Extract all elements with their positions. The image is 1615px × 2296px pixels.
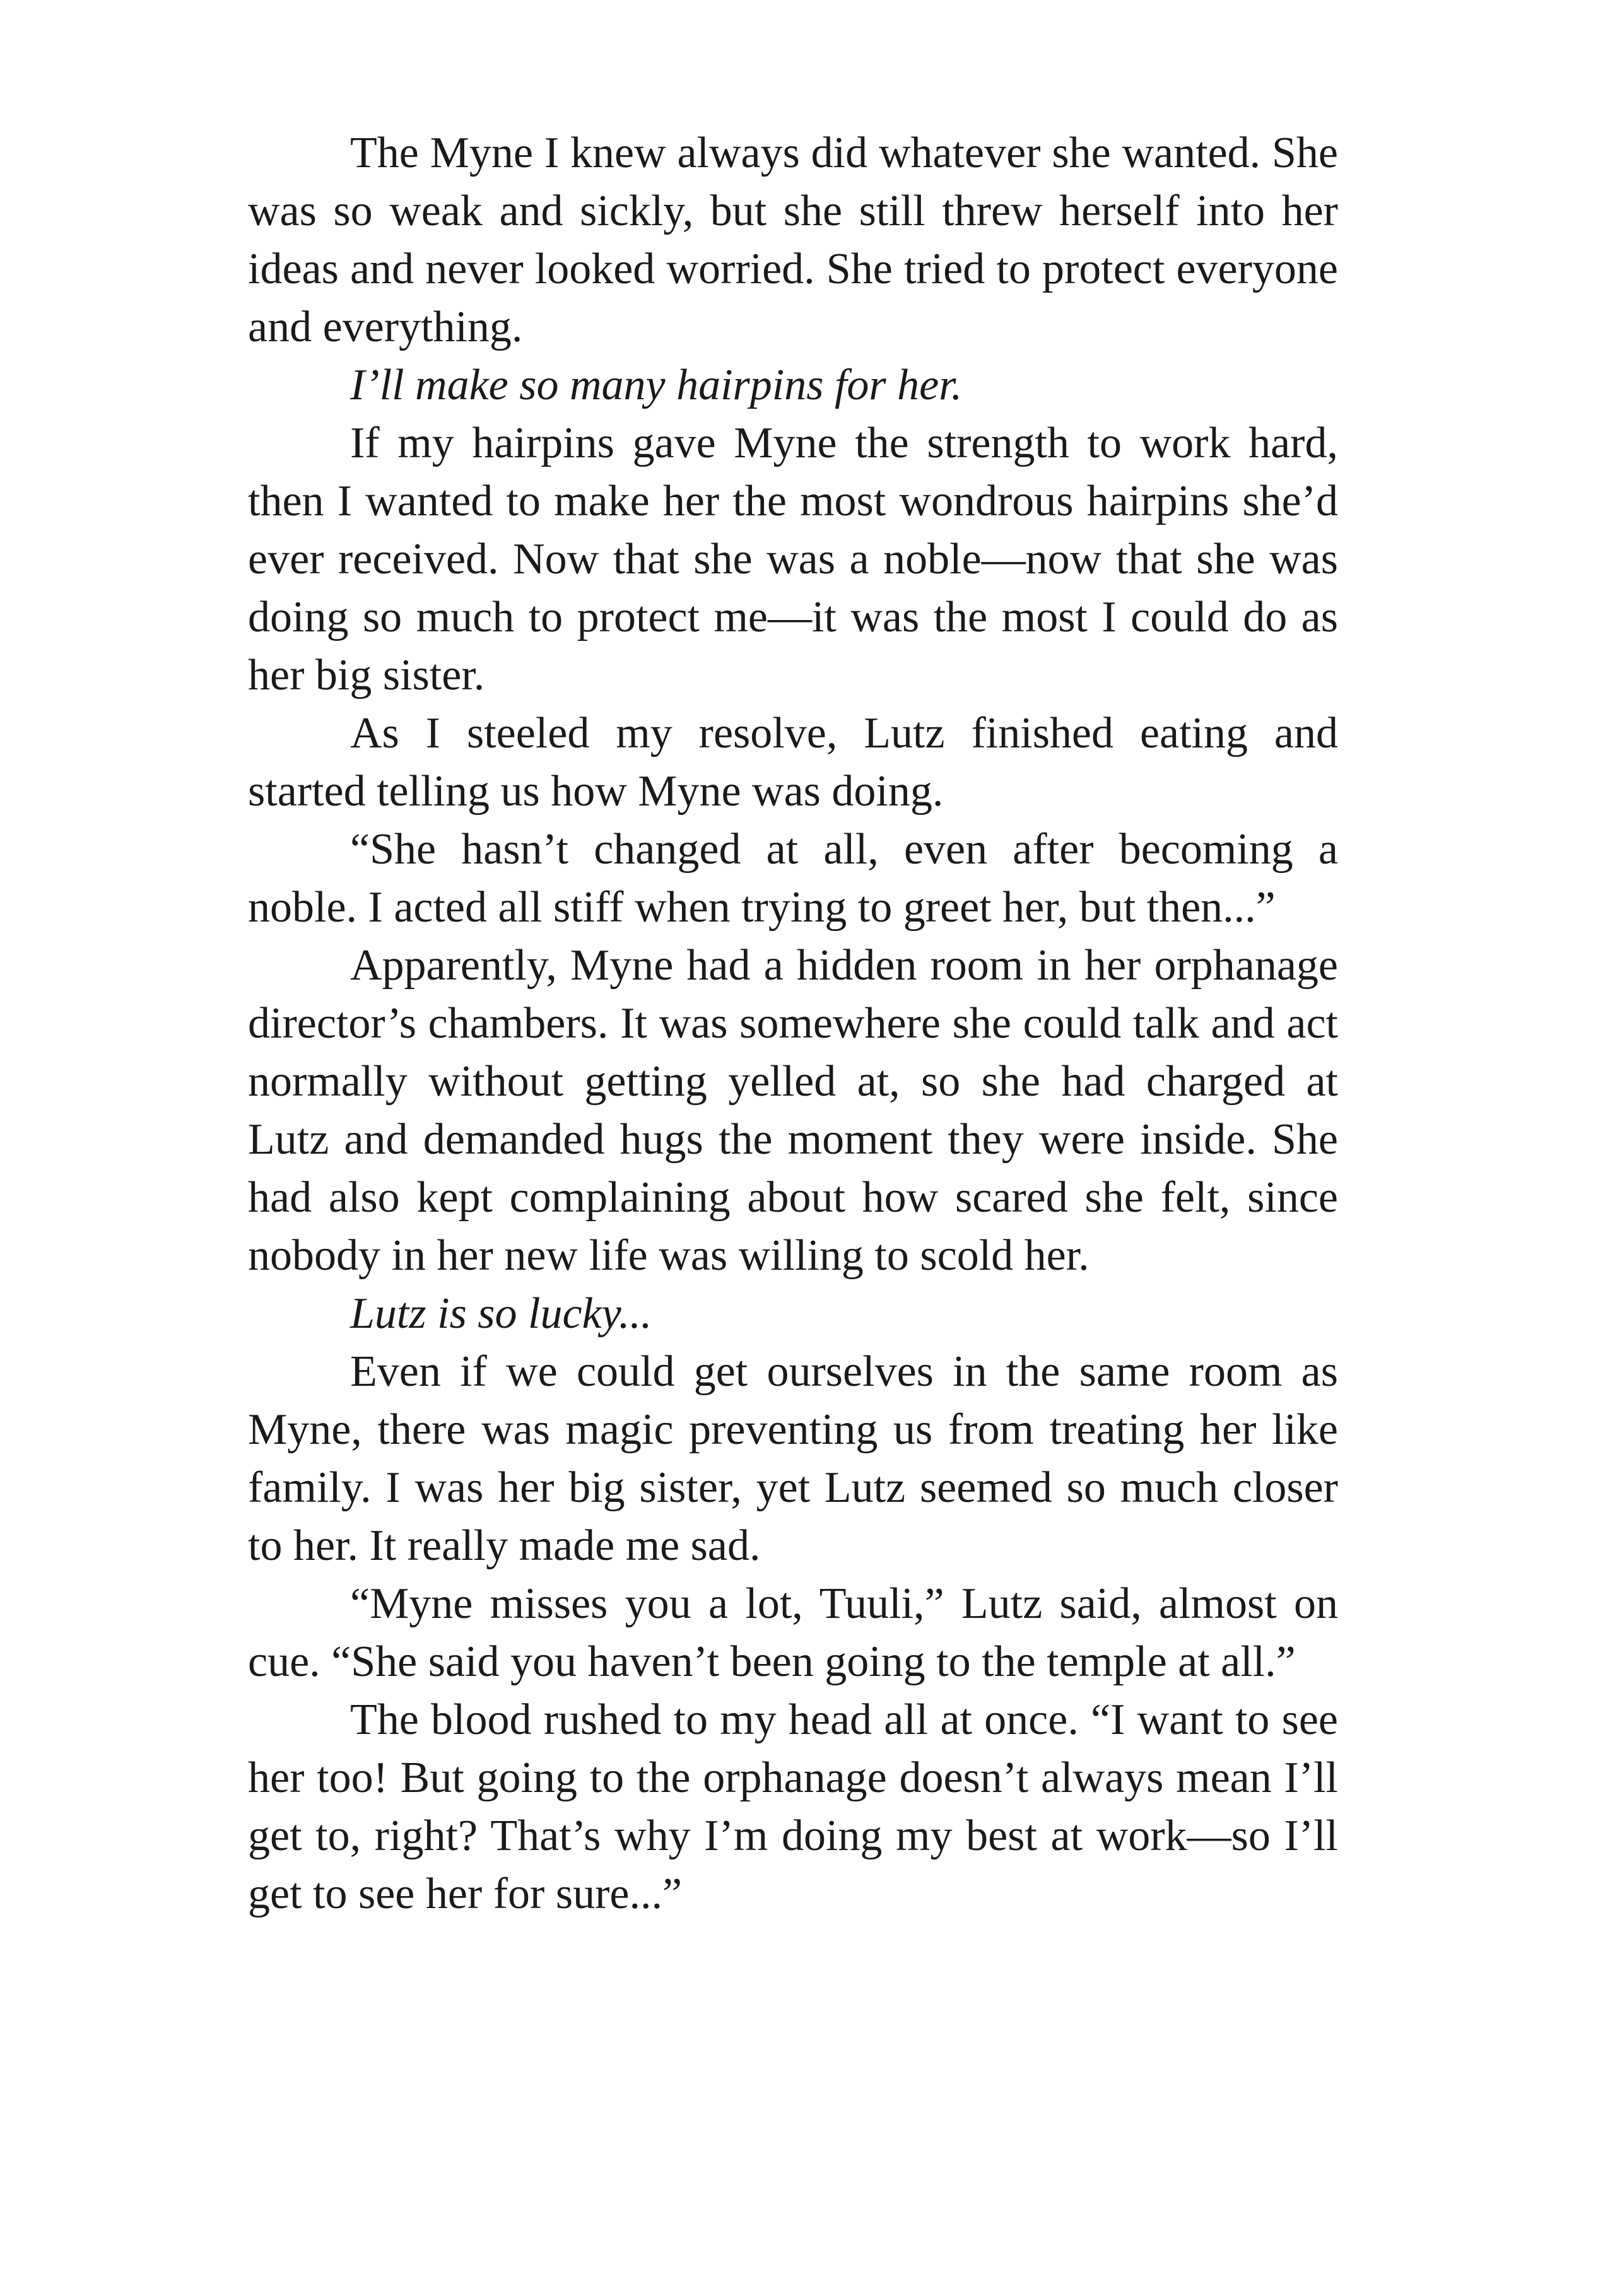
italic-thought: Lutz is so lucky... xyxy=(350,1289,652,1338)
paragraph: As I steeled my resolve, Lutz finished eating and started telling us how Myne was doing. xyxy=(248,709,1338,816)
paragraph: Even if we could get ourselves in the same room as Myne, there was magic preventing us from treating her like family. I was her big sister, yet Lutz seemed so much closer to her. It really made me sad. xyxy=(248,1347,1338,1570)
paragraph: If my hairpins gave Myne the strength to work hard, then I wanted to make her the most wondrous hairpins she’d ever received. Now that she was a noble—now that she was doing so much to protect me—it was the most I could do as her big sister. xyxy=(248,419,1338,700)
dialogue-paragraph: The blood rushed to my head all at once. “I want to see her too! But going to the orphanage doesn’t always mean I’ll get to, right? That’s why I’m doing my best at work—so I’ll get to see her for sure...” xyxy=(248,1696,1338,1918)
italic-thought: I’ll make so many hairpins for her. xyxy=(350,361,963,409)
paragraph: The Myne I knew always did whatever she wanted. She was so weak and sickly, but she still threw herself into her ideas and never looked worried. She tried to protect everyone and everything. xyxy=(248,129,1338,351)
dialogue-paragraph: “Myne misses you a lot, Tuuli,” Lutz said, almost on cue. “She said you haven’t been going to the temple at all.” xyxy=(248,1579,1338,1686)
dialogue-paragraph: “She hasn’t changed at all, even after becoming a noble. I acted all stiff when trying to greet her, but then...” xyxy=(248,825,1338,932)
book-page xyxy=(248,124,1338,1923)
paragraph: Apparently, Myne had a hidden room in her orphanage director’s chambers. It was somewhere she could talk and act normally without getting yelled at, so she had charged at Lutz and demanded hugs the moment they were inside. She had also kept complaining about how scared she felt, since nobody in her new life was willing to scold her. xyxy=(248,941,1338,1280)
